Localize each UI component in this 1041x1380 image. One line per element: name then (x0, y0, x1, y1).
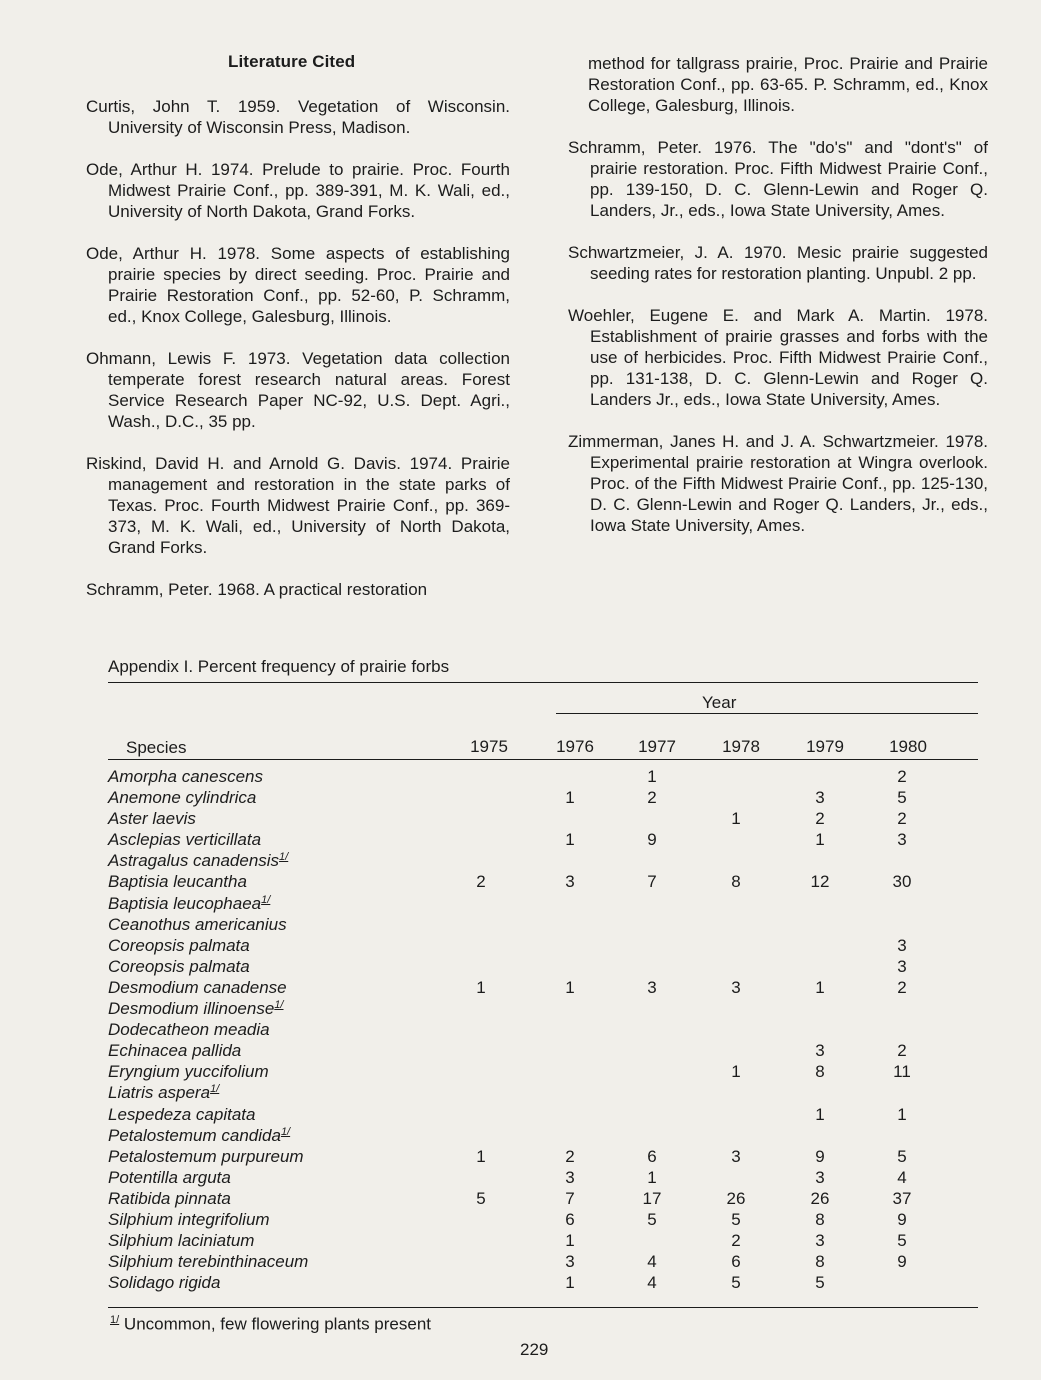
value-1977: 17 (642, 1188, 662, 1208)
species-label: Baptisia leucophaea (108, 893, 262, 913)
value-1978: 1 (731, 1062, 741, 1082)
reference-schramm-1976: Schramm, Peter. 1976. The "do's" and "dont's" of prairie restoration. Proc. Fifth Midwest Prairie Conf., pp. 139-150, D. C. Glenn-Lewin and Roger Q. Landers, Jr., eds., Iowa State University, Ames. (568, 138, 988, 220)
header-bottom-rule (108, 759, 978, 760)
species-label: Dodecatheon meadia (108, 1020, 270, 1040)
value-1980: 30 (892, 872, 912, 892)
value-1975: 2 (476, 872, 486, 892)
value-1979: 5 (815, 1273, 825, 1293)
species-name (108, 1231, 254, 1251)
species-name (108, 1020, 270, 1040)
table-row (0, 1020, 1041, 1041)
value-1978: 5 (731, 1209, 741, 1229)
table-row (0, 872, 1041, 893)
value-1976: 1 (565, 977, 575, 997)
value-1977: 3 (647, 977, 657, 997)
table-row (0, 1210, 1041, 1231)
value-1976: 1 (565, 1231, 575, 1251)
species-label: Petalostemum purpureum (108, 1146, 304, 1166)
reference-schramm-1968-start: Schramm, Peter. 1968. A practical restoration (86, 580, 428, 599)
footnote-mark: 1/ (110, 1314, 120, 1326)
value-1978: 26 (726, 1188, 746, 1208)
species-name (108, 999, 284, 1019)
species-label: Liatris aspera (108, 1083, 211, 1103)
page-number: 229 (520, 1340, 549, 1359)
value-1979: 8 (815, 1062, 825, 1082)
value-1979: 26 (810, 1188, 830, 1208)
value-1980: 9 (897, 1252, 907, 1272)
value-1980: 3 (897, 935, 907, 955)
value-1979: 12 (810, 872, 830, 892)
value-1980: 2 (897, 977, 907, 997)
table-row (0, 1083, 1041, 1104)
value-1978: 3 (731, 977, 741, 997)
literature-cited-heading: Literature Cited (228, 52, 356, 71)
species-name (108, 830, 261, 850)
table-row (0, 999, 1041, 1020)
species-label: Lespedeza capitata (108, 1104, 256, 1124)
reference-curtis-1959: Curtis, John T. 1959. Vegetation of Wisconsin. University of Wisconsin Press, Madison. (86, 97, 510, 137)
value-1976: 6 (565, 1209, 575, 1229)
footnote-text: Uncommon, few flowering plants present (123, 1314, 432, 1334)
value-1976: 3 (565, 1252, 575, 1272)
species-label: Aster laevis (108, 809, 196, 829)
value-1977: 2 (647, 788, 657, 808)
year-header-1978: 1978 (722, 737, 760, 756)
value-1977: 5 (647, 1209, 657, 1229)
value-1977: 7 (647, 872, 657, 892)
value-1978: 1 (731, 809, 741, 829)
species-name (108, 1083, 219, 1103)
species-name (108, 1168, 231, 1188)
value-1977: 1 (647, 1167, 657, 1187)
table-row (0, 1062, 1041, 1083)
value-1980: 2 (897, 767, 907, 786)
species-label: Ratibida pinnata (108, 1188, 231, 1208)
value-1980: 3 (897, 830, 907, 850)
value-1978: 6 (731, 1252, 741, 1272)
value-1976: 3 (565, 1167, 575, 1187)
table-top-rule (108, 682, 978, 683)
value-1979: 3 (815, 1167, 825, 1187)
table-row (0, 1189, 1041, 1210)
species-name (108, 1147, 304, 1167)
table-row (0, 1273, 1041, 1294)
table-row (0, 1105, 1041, 1126)
value-1980: 5 (897, 1231, 907, 1251)
species-label: Echinacea pallida (108, 1041, 242, 1061)
species-label: Ceanothus americanius (108, 914, 287, 934)
species-label: Anemone cylindrica (108, 788, 257, 808)
value-1980: 1 (897, 1104, 907, 1124)
value-1975: 5 (476, 1188, 486, 1208)
value-1976: 3 (565, 872, 575, 892)
table-row (0, 1126, 1041, 1147)
species-label: Asclepias verticillata (108, 830, 262, 850)
species-label: Amorpha canescens (108, 767, 263, 786)
footnote-marker: 1/ (210, 1083, 220, 1096)
species-name (108, 1126, 290, 1146)
year-header-1977: 1977 (638, 737, 676, 756)
value-1977: 9 (647, 830, 657, 850)
value-1979: 3 (815, 1041, 825, 1061)
species-name (108, 1273, 220, 1293)
value-1980: 2 (897, 1041, 907, 1061)
table-row (0, 830, 1041, 851)
table-row (0, 809, 1041, 830)
value-1976: 1 (565, 830, 575, 850)
value-1980: 3 (897, 956, 907, 976)
value-1979: 2 (815, 809, 825, 829)
value-1976: 1 (565, 788, 575, 808)
value-1980: 9 (897, 1209, 907, 1229)
table-row (0, 957, 1041, 978)
value-1975: 1 (476, 977, 486, 997)
species-name (108, 1210, 270, 1230)
table-row (0, 767, 1041, 788)
species-name (108, 894, 270, 914)
table-row (0, 1041, 1041, 1062)
value-1979: 3 (815, 1231, 825, 1251)
species-name (108, 788, 256, 808)
year-header-1976: 1976 (556, 737, 594, 756)
year-header-1979: 1979 (806, 737, 844, 756)
value-1976: 2 (565, 1146, 575, 1166)
table-row (0, 851, 1041, 872)
species-name (108, 767, 263, 787)
species-label: Desmodium illinoense (108, 999, 275, 1019)
footnote-marker: 1/ (280, 1125, 291, 1138)
footnote-marker: 1/ (279, 851, 289, 864)
table-row (0, 915, 1041, 936)
table-row (0, 1147, 1041, 1168)
value-1978: 5 (731, 1273, 741, 1293)
value-1980: 5 (897, 788, 907, 808)
references-right-column (568, 53, 988, 557)
value-1977: 4 (647, 1273, 657, 1293)
species-label: Eryngium yuccifolium (108, 1062, 269, 1082)
value-1977: 6 (647, 1146, 657, 1166)
year-header-1975: 1975 (470, 737, 508, 756)
species-name (108, 936, 250, 956)
species-name (108, 1189, 231, 1209)
value-1976: 7 (565, 1188, 575, 1208)
table-row (0, 1231, 1041, 1252)
value-1980: 11 (893, 1062, 911, 1082)
species-label: Desmodium canadense (108, 977, 287, 997)
reference-riskind-1974: Riskind, David H. and Arnold G. Davis. 1974. Prairie management and restoration in the state parks of Texas. Proc. Fourth Midwest Prairie Conf., pp. 369-373, M. K. Wali, ed., University of North Dakota, Grand Forks. (86, 454, 510, 557)
year-header-1980: 1980 (889, 737, 927, 756)
footnote-marker: 1/ (274, 999, 284, 1012)
species-name (108, 851, 288, 871)
value-1978: 3 (731, 1146, 741, 1166)
species-name (108, 1252, 308, 1272)
species-label: Silphium terebinthinaceum (108, 1252, 309, 1272)
value-1980: 2 (897, 809, 907, 829)
species-name (108, 978, 287, 998)
value-1976: 1 (565, 1273, 575, 1293)
references-left-column (86, 96, 510, 600)
value-1979: 8 (815, 1209, 825, 1229)
reference-ode-1978: Ode, Arthur H. 1978. Some aspects of establishing prairie species by direct seeding. Proc. Prairie and Prairie Restoration Conf., pp. 52-60, P. Schramm, ed., Knox College, Galesburg, Illinois. (86, 244, 510, 326)
reference-schwartzmeier-1970: Schwartzmeier, J. A. 1970. Mesic prairie suggested seeding rates for restoration planting. Unpubl. 2 pp. (568, 243, 988, 283)
reference-woehler-1978: Woehler, Eugene E. and Mark A. Martin. 1978. Establishment of prairie grasses and forbs with the use of herbicides. Proc. Fifth Midwest Prairie Conf., pp. 131-138, D. C. Glenn-Lewin and Roger Q. Landers Jr., eds., Iowa State University, Ames. (568, 306, 988, 409)
value-1980: 37 (892, 1188, 912, 1208)
table-row (0, 788, 1041, 809)
footnote (110, 1314, 431, 1335)
value-1978: 2 (731, 1231, 741, 1251)
table-row (0, 894, 1041, 915)
value-1980: 4 (897, 1167, 907, 1187)
species-name (108, 1041, 241, 1061)
species-name (108, 915, 287, 935)
table-row (0, 1168, 1041, 1189)
species-label: Solidago rigida (108, 1273, 221, 1293)
value-1977: 4 (647, 1252, 657, 1272)
value-1977: 1 (647, 767, 657, 786)
table-row (0, 936, 1041, 957)
value-1979: 1 (815, 977, 825, 997)
species-name (108, 1105, 255, 1125)
reference-schramm-1968-continuation: method for tallgrass prairie, Proc. Prairie and Prairie Restoration Conf., pp. 63-65. P. Schramm, ed., Knox College, Galesburg, Illinois. (588, 54, 988, 115)
table-row (0, 978, 1041, 999)
species-label: Baptisia leucantha (108, 872, 247, 892)
forb-frequency-table (0, 767, 1041, 1294)
species-name (108, 872, 247, 892)
value-1979: 1 (815, 1104, 825, 1124)
footnote-marker: 1/ (261, 893, 271, 906)
value-1979: 9 (815, 1146, 825, 1166)
year-rule (556, 713, 978, 714)
value-1979: 8 (815, 1252, 825, 1272)
species-label: Astragalus canadensis (108, 851, 280, 871)
value-1978: 8 (731, 872, 741, 892)
reference-ohmann-1973: Ohmann, Lewis F. 1973. Vegetation data collection temperate forest research natural areas. Forest Service Research Paper NC-92, U.S. Dept. Agri., Wash., D.C., 35 pp. (86, 349, 510, 431)
table-bottom-rule (108, 1307, 978, 1308)
value-1979: 3 (815, 788, 825, 808)
year-label: Year (702, 693, 737, 712)
species-name (108, 957, 250, 977)
value-1980: 5 (897, 1146, 907, 1166)
value-1975: 1 (476, 1146, 486, 1166)
species-label: Coreopsis palmata (108, 935, 250, 955)
species-label: Potentilla arguta (108, 1167, 231, 1187)
value-1979: 1 (815, 830, 825, 850)
species-label: Petalostemum candida (108, 1125, 281, 1145)
appendix-title: Appendix I. Percent frequency of prairie forbs (108, 657, 450, 676)
reference-ode-1974: Ode, Arthur H. 1974. Prelude to prairie. Proc. Fourth Midwest Prairie Conf., pp. 389-391, M. K. Wali, ed., University of North Dakota, Grand Forks. (86, 160, 510, 221)
reference-zimmerman-1978: Zimmerman, Janes H. and J. A. Schwartzmeier. 1978. Experimental prairie restoration at Wingra overlook. Proc. of the Fifth Midwest Prairie Conf., pp. 125-130, D. C. Glenn-Lewin and Roger Q. Landers, Jr., eds., Iowa State University, Ames. (568, 432, 988, 535)
species-name (108, 1062, 269, 1082)
species-label: Silphium integrifolium (108, 1209, 270, 1229)
species-label: Silphium laciniatum (108, 1231, 255, 1251)
species-label: Coreopsis palmata (108, 956, 250, 976)
species-column-header: Species (126, 738, 187, 757)
species-name (108, 809, 196, 829)
table-row (0, 1252, 1041, 1273)
